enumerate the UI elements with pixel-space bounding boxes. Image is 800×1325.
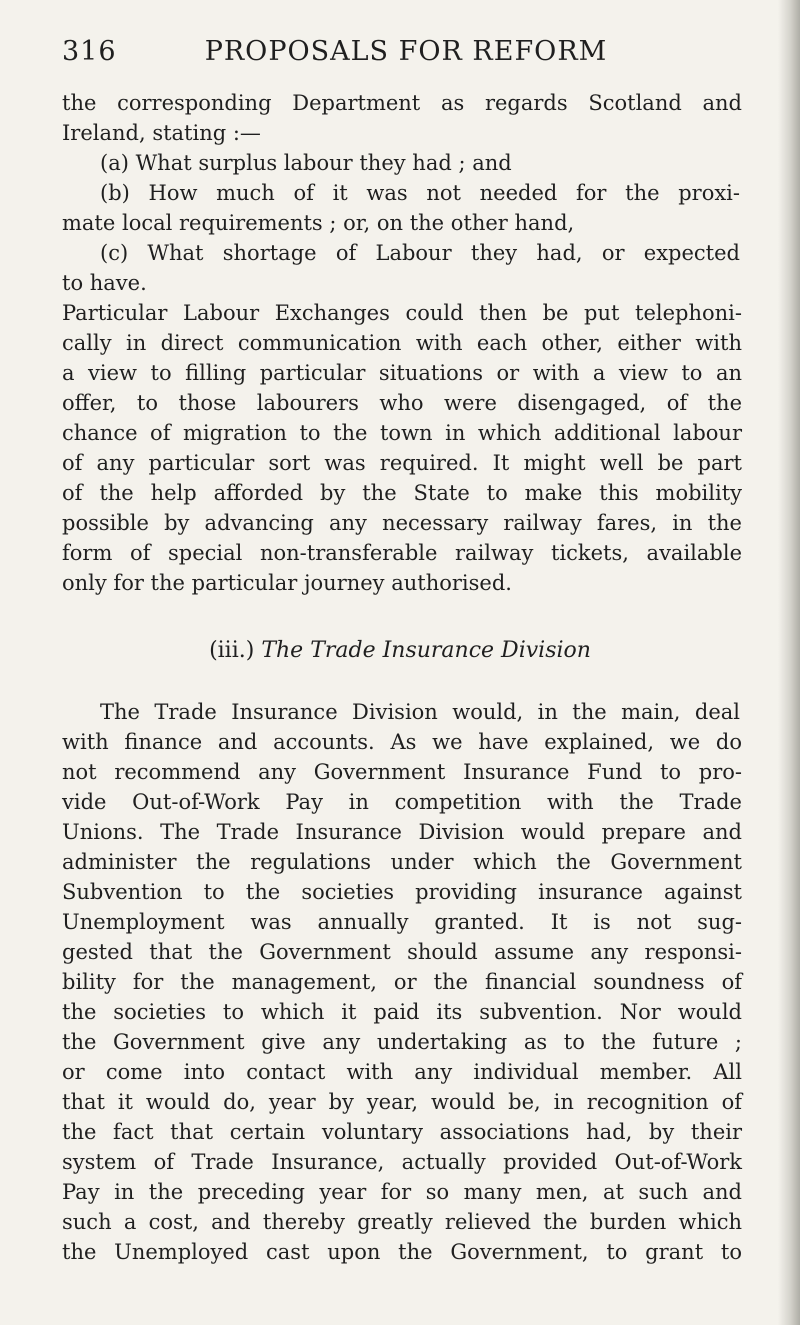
- list-item-a: (a) What surplus labour they had ; and: [100, 151, 512, 175]
- section-title: The Trade Insurance Division: [261, 638, 591, 663]
- list-item-b-cont: mate local requirements ; or, on the other hand,: [62, 211, 575, 235]
- text-line: form of special non-transferable railway tickets, available: [62, 541, 742, 565]
- text-line: that it would do, year by year, would be, in recognition of: [62, 1090, 742, 1114]
- text-line: gested that the Government should assume any responsi-: [62, 940, 742, 964]
- text-line: the Government give any undertaking as to the future ;: [62, 1030, 742, 1054]
- text-line: Pay in the preceding year for so many men, at such and: [62, 1180, 742, 1204]
- text-line: possible by advancing any necessary railway fares, in the: [62, 511, 742, 535]
- page-number: 316: [62, 36, 117, 67]
- text-line: Unions. The Trade Insurance Division would prepare and: [62, 820, 742, 844]
- text-line: Unemployment was annually granted. It is not sug-: [62, 910, 742, 934]
- text-line: not recommend any Government Insurance Fund to pro-: [62, 760, 742, 784]
- text-line: the Unemployed cast upon the Government, to grant to: [62, 1240, 742, 1264]
- list-item-b: (b) How much of it was not needed for the proxi-: [100, 181, 740, 205]
- text-line: Particular Labour Exchanges could then be put telephoni-: [62, 301, 742, 325]
- text-line: system of Trade Insurance, actually provided Out-of-Work: [62, 1150, 742, 1174]
- page-header: [62, 36, 750, 76]
- text-line: The Trade Insurance Division would, in the main, deal: [100, 700, 740, 724]
- text-line: of the help afforded by the State to make this mobility: [62, 481, 742, 505]
- list-item-c-cont: to have.: [62, 271, 147, 295]
- text-line: only for the particular journey authorised.: [62, 571, 512, 595]
- text-line: the societies to which it paid its subvention. Nor would: [62, 1000, 742, 1024]
- text-line: with finance and accounts. As we have explained, we do: [62, 730, 742, 754]
- text-line: administer the regulations under which the Government: [62, 850, 742, 874]
- text-line: Ireland, stating :—: [62, 121, 261, 145]
- list-item-c: (c) What shortage of Labour they had, or expected: [100, 241, 740, 265]
- text-line: a view to filling particular situations or with a view to an: [62, 361, 742, 385]
- text-line: vide Out-of-Work Pay in competition with the Trade: [62, 790, 742, 814]
- running-head: PROPOSALS FOR REFORM: [204, 36, 608, 67]
- text-line: chance of migration to the town in which additional labour: [62, 421, 742, 445]
- text-line: offer, to those labourers who were disengaged, of the: [62, 391, 742, 415]
- text-line: the fact that certain voluntary associations had, by their: [62, 1120, 742, 1144]
- text-line: Subvention to the societies providing insurance against: [62, 880, 742, 904]
- text-line: cally in direct communication with each other, either with: [62, 331, 742, 355]
- text-line: such a cost, and thereby greatly relieved the burden which: [62, 1210, 742, 1234]
- section-number: (iii.): [209, 638, 255, 663]
- section-heading: [0, 636, 800, 666]
- text-line: or come into contact with any individual member. All: [62, 1060, 742, 1084]
- text-line: of any particular sort was required. It might well be part: [62, 451, 742, 475]
- text-line: bility for the management, or the financial soundness of: [62, 970, 742, 994]
- text-line: the corresponding Department as regards Scotland and: [62, 91, 742, 115]
